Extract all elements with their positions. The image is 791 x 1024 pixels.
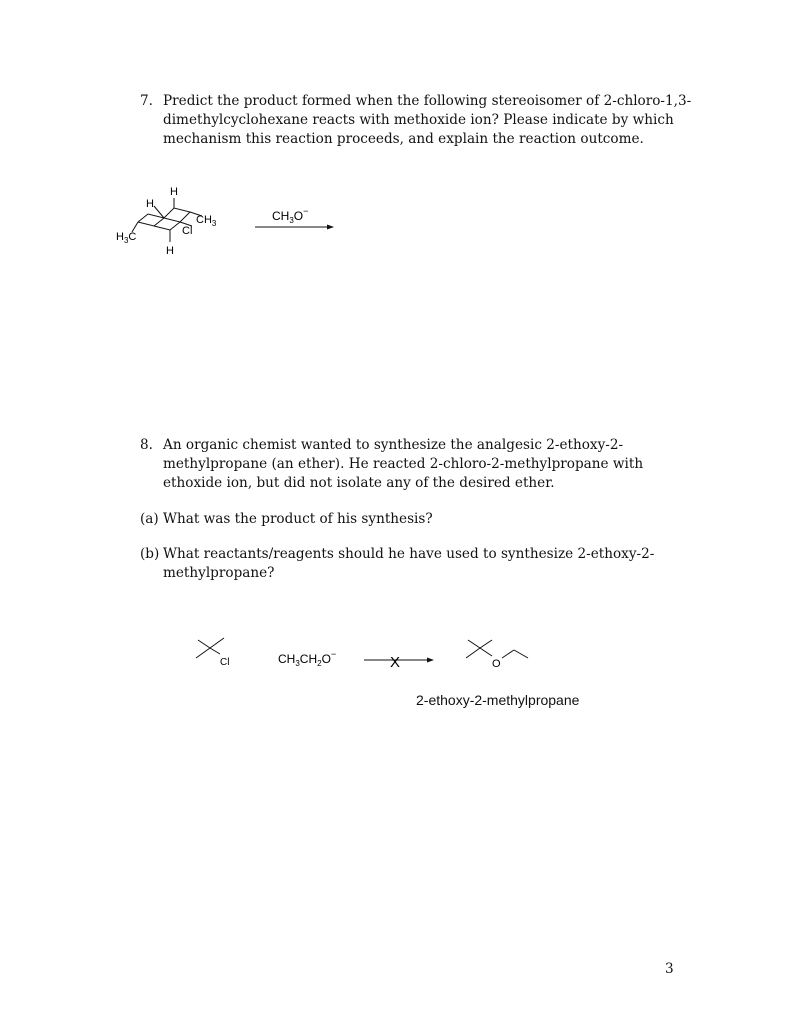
h-left-label: H [146,198,154,210]
ch3-label: $CH_3$ [196,214,217,228]
part-a-text: What was the product of his synthesis? [163,511,433,527]
page-number: 3 [665,961,674,977]
methoxide-reagent: $CH_3O^-$ [272,206,309,225]
q7-reaction-diagram [110,180,350,260]
q8-reaction-diagram [190,630,550,680]
h3c-label: $H_3C$ [116,231,137,245]
cl-label: Cl [182,225,193,237]
ethoxide-reagent: $CH_3CH_2O^-$ [278,649,337,668]
question-8 [140,436,700,493]
part-a-label: (a) [140,511,159,527]
h-bottom-label: H [166,245,174,257]
cl-label: Cl [220,657,230,668]
reaction-arrow [255,225,334,230]
question-7-number: 7. [140,93,153,109]
question-8-number: 8. [140,437,153,453]
ether-product-structure [466,640,528,658]
o-label: O [492,658,501,670]
part-b-text: What reactants/reagents should he have used to synthesize 2-ethoxy-2-methylpropane? [163,546,655,581]
part-b-label: (b) [140,546,160,562]
tert-butyl-chloride-structure [196,638,224,658]
part-b [140,545,700,583]
question-8-text: An organic chemist wanted to synthesize the analgesic 2-ethoxy-2-methylpropane (an ether). He reacted 2-chloro-2-methylpropane with ethoxide ion, but did not isolate any of the desired ether. [163,437,644,491]
question-7-text: Predict the product formed when the following stereoisomer of 2-chloro-1,3-dimethylcyclohexane reacts with methoxide ion? Please indicate by which mechanism this reaction proceeds, and explain the reaction outcome. [163,93,692,147]
h-top-label: H [170,186,178,198]
product-name-caption: 2-ethoxy-2-methylpropane [416,692,580,708]
part-a [140,510,700,529]
blocked-x-mark: X [390,654,401,671]
question-7 [140,92,700,149]
